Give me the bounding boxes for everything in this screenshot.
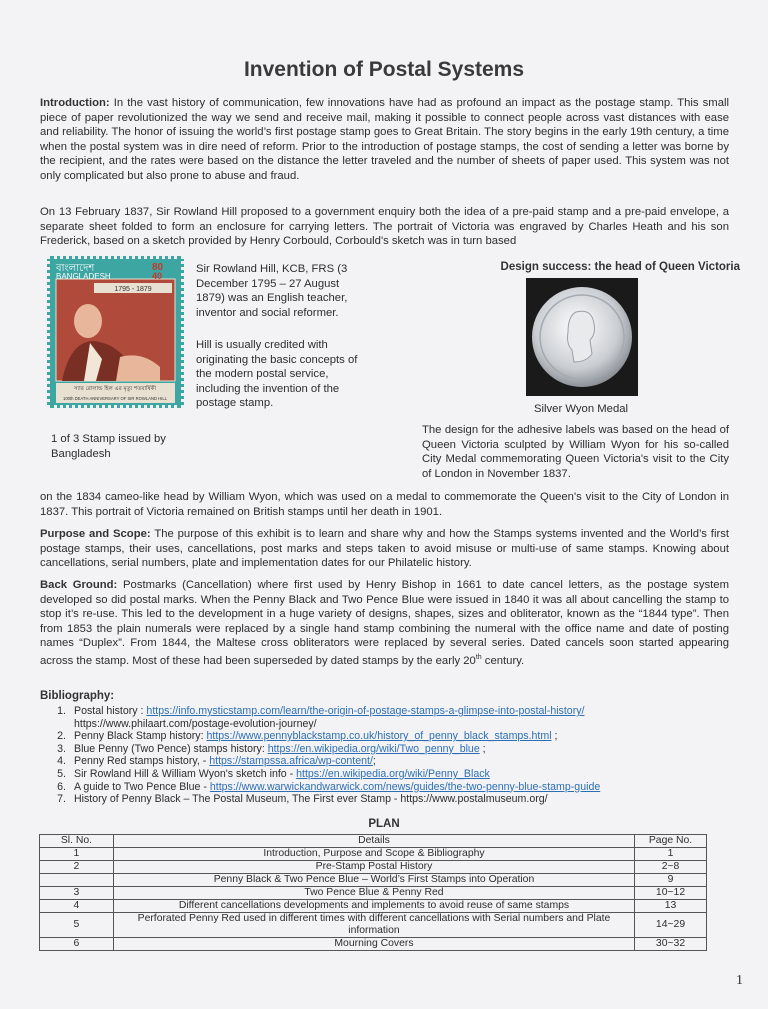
background-end: century.: [481, 654, 525, 667]
plan-cell-sl: [40, 874, 114, 887]
plan-cell-page: 1: [635, 848, 707, 861]
bibliography-item-label: Sir Rowland Hill & William Wyon's sketch info -: [74, 767, 297, 780]
stamp-country-bn: বাংলাদেশ: [56, 263, 95, 274]
plan-cell-details: Perforated Penny Red used in different times with different cancellations with Serial numbers and Plate information: [113, 913, 634, 938]
background-paragraph: [40, 578, 729, 668]
bibliography-heading: Bibliography:: [40, 690, 115, 702]
bibliography-item-number: 4.: [57, 755, 66, 768]
stamp-caption: 1 of 3 Stamp issued by Bangladesh: [51, 433, 166, 460]
plan-row: [40, 874, 707, 887]
bibliography-item: [40, 743, 740, 756]
bibliography-item-label: Penny Black Stamp history:: [74, 730, 207, 743]
plan-cell-page: 9: [635, 874, 707, 887]
bibliography-item-number: 1.: [57, 705, 66, 717]
hill-credit: Hill is usually credited with originating the basic concepts of the modern postal service, including the invention of the postage stamp.: [196, 339, 358, 410]
bibliography-item: [40, 730, 740, 743]
plan-row: [40, 861, 707, 874]
bibliography-item-number: 7.: [57, 793, 66, 806]
bibliography-item: [40, 793, 740, 806]
bibliography-item: [40, 718, 740, 731]
stamp-caption-bn: স্যার রোলান্ড হিল এর মৃত্যু শতবার্ষিকী: [73, 386, 157, 392]
bibliography-item-link[interactable]: https://info.mysticstamp.com/learn/the-origin-of-postage-stamps-a-glimpse-into-postal-history/: [146, 705, 585, 717]
hill-bio: Sir Rowland Hill, KCB, FRS (3 December 1795 – 27 August 1879) was an English teacher, inventor and social reformer.: [196, 263, 348, 319]
plan-row: [40, 848, 707, 861]
bibliography-item-number: 3.: [57, 742, 66, 755]
plan-cell-page: 13: [635, 900, 707, 913]
bibliography-item-label: Penny Red stamps history, -: [74, 755, 210, 768]
plan-cell-details: Pre-Stamp Postal History: [113, 861, 634, 874]
bangladesh-stamp-image: [47, 256, 184, 408]
stamp-country-en: BANGLADESH: [56, 272, 111, 281]
plan-cell-details: Introduction, Purpose and Scope & Bibliography: [113, 848, 634, 861]
plan-row: [40, 900, 707, 913]
intro-heading: Introduction:: [40, 97, 110, 109]
stamp-years: 1795 - 1879: [114, 286, 152, 293]
plan-cell-page: 10~12: [635, 887, 707, 900]
plan-col-details: Details: [113, 835, 634, 848]
bibliography-item-link[interactable]: https://en.wikipedia.org/wiki/Two_penny_blue: [267, 742, 480, 755]
intro-paragraph: [40, 96, 729, 184]
purpose-text: The purpose of this exhibit is to learn and share why and how the Stamps systems invented and the World’s first postage stamps, their uses, cancellations, post marks and steps taken to avoid misuse or multi-use of same stamps. Knowing about cancellations, serial numbers, plate and implementation dates for our Philatelic history.: [40, 528, 730, 570]
bibliography-item-label: https://www.philaart.com/postage-evolution-journey/: [74, 717, 317, 730]
bibliography-item-suffix: ;: [479, 742, 486, 755]
background-sup: th: [475, 653, 482, 661]
plan-table: [39, 834, 707, 951]
silver-wyon-medal-image: [526, 278, 638, 396]
purpose-heading: Purpose and Scope:: [40, 528, 151, 540]
plan-cell-page: 14~29: [635, 913, 707, 938]
stamp-value-2: 40: [152, 271, 163, 281]
bibliography-item-number: 2.: [57, 730, 66, 743]
page-title: Invention of Postal Systems: [243, 58, 525, 81]
plan-cell-page: 30~32: [635, 938, 707, 951]
bibliography-item-link[interactable]: https://en.wikipedia.org/wiki/Penny_Black: [296, 767, 490, 780]
bibliography-item: [40, 768, 740, 781]
bibliography-item-link[interactable]: https://www.warwickandwarwick.com/news/guides/the-two-penny-blue-stamp-guide: [209, 780, 601, 793]
bibliography-item: [40, 705, 740, 718]
bibliography-item: [40, 755, 740, 768]
page-number: 1: [736, 973, 743, 988]
plan-heading: PLAN: [368, 818, 400, 830]
bibliography-list: [40, 705, 740, 806]
plan-cell-sl: 6: [40, 938, 114, 951]
intro-text: In the vast history of communication, few innovations have had as profound an impact as the postage stamp. This small piece of paper revolutionized the way we send and receive mail, making it possible to connect people across vast distances with ease and reliability. The honor of issuing the world’s first postage stamp goes to Great Britain. The story begins in the early 19th century, a time when the postal system was in dire need of reform. Prior to the introduction of postage stamps, the cost of sending a letter was borne by the recipient, and the rates were based on the distance the letter traveled and the number of sheets of paper used. This system was not only complicated but also prone to abuse and fraud.: [40, 97, 730, 182]
plan-row: [40, 938, 707, 951]
bibliography-item-label: History of Penny Black – The Postal Museum, The First ever Stamp - https://www.postalmuseum.org/: [74, 793, 548, 806]
bibliography-item-label: Blue Penny (Two Pence) stamps history:: [74, 742, 268, 755]
bibliography-item-label: Postal history :: [74, 705, 147, 717]
plan-cell-sl: 3: [40, 887, 114, 900]
plan-header-row: [40, 835, 707, 848]
plan-cell-sl: 5: [40, 913, 114, 938]
plan-cell-sl: 1: [40, 848, 114, 861]
plan-cell-details: Mourning Covers: [113, 938, 634, 951]
plan-cell-page: 2~8: [635, 861, 707, 874]
bibliography-item-suffix: ;: [551, 730, 558, 743]
plan-col-sl: Sl. No.: [40, 835, 114, 848]
plan-cell-details: Penny Black & Two Pence Blue – World’s First Stamps into Operation: [113, 874, 634, 887]
design-heading: Design success: the head of Queen Victoria: [500, 261, 740, 273]
bibliography-item: [40, 781, 740, 794]
background-text: Postmarks (Cancellation) where first used by Henry Bishop in 1661 to date cancel letters, as the postage system developed so did postal marks. When the Penny Black and Two Pence Blue were issued in 1840 it was all about cancelling the stamp to stop it’s re-use. This led to the development in a huge variety of designs, shapes, sizes and obliterator, known as the “1844 type”. Then from 1853 the plain numerals were replaced by a single hand stamp combining the numeral with the office name and date of posting names “Duplex”. From 1844, the Maltese cross obliterators were replaced by several series. Dated cancels soon started appearing across the stamp. Most of these had been superseded by dated stamps by the early 20: [40, 579, 729, 667]
bibliography-item-link[interactable]: https://stampssa.africa/wp-content/: [209, 755, 373, 768]
stamp-value-1: 80: [152, 262, 164, 273]
history-paragraph: On 13 February 1837, Sir Rowland Hill proposed to a government enquiry both the idea of a pre-paid stamp and a pre-paid envelope, a separate sheet folded to form an enclosure for carrying letters. The portrait of Victoria was engraved by Charles Heath and his son Frederick, based on a sketch provided by Henry Corbould, Corbould's sketch was in turn based: [40, 206, 729, 248]
bibliography-item-link[interactable]: https://www.pennyblackstamp.co.uk/history_of_penny_black_stamps.html: [206, 730, 552, 743]
purpose-paragraph: [40, 527, 729, 571]
plan-cell-sl: 2: [40, 861, 114, 874]
plan-col-page: Page No.: [635, 835, 707, 848]
medal-caption: Silver Wyon Medal: [533, 403, 629, 415]
cameo-paragraph: on the 1834 cameo-like head by William Wyon, which was used on a medal to commemorate the Queen's visit to the City of London in 1837. This portrait of Victoria remained on British stamps until her death in 1901.: [40, 491, 729, 518]
design-text: The design for the adhesive labels was based on the head of Queen Victoria sculpted by William Wyon for his so-called City Medal commemorating Queen Victoria's visit to the City of London in November 1837.: [422, 424, 729, 480]
background-heading: Back Ground:: [40, 579, 118, 591]
plan-cell-details: Different cancellations developments and implements to avoid reuse of same stamps: [113, 900, 634, 913]
bibliography-item-label: A guide to Two Pence Blue -: [74, 780, 210, 793]
bibliography-item-number: [40, 718, 74, 731]
plan-cell-sl: 4: [40, 900, 114, 913]
plan-row: [40, 887, 707, 900]
bibliography-item-number: 5.: [57, 767, 66, 780]
bibliography-item-number: 6.: [57, 780, 66, 793]
plan-row: [40, 913, 707, 938]
stamp-caption-en: 100th DEATH ANNIVERSARY OF SIR ROWLAND HILL: [62, 396, 168, 401]
bibliography-item-suffix: ;: [372, 755, 376, 768]
plan-cell-details: Two Pence Blue & Penny Red: [113, 887, 634, 900]
